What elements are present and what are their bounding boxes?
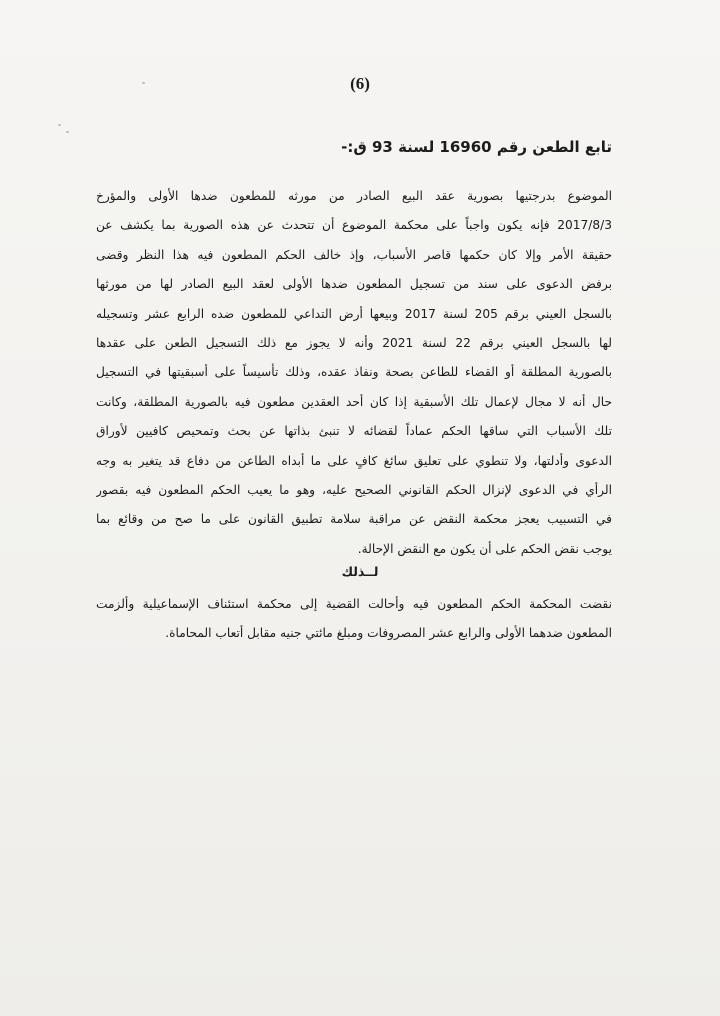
verdict-line: المطعون ضدهما الأولى والرابع عشر المصروفات ومبلغ مائتي جنيه مقابل أتعاب المحاماة. xyxy=(165,626,612,641)
text-line: بالسجل العيني برقم 205 لسنة 2017 وبيعها أرض التداعي للمطعون ضده الرابع عشر وتسجيله xyxy=(96,306,612,321)
text-line: حقيقة الأمر وإلا كان حكمها قاصر الأسباب، وإذ خالف الحكم المطعون فيه هذا النظر وقضى xyxy=(96,247,612,262)
text-line: الموضوع بدرجتيها بصورية عقد البيع الصادر من مورثه للمطعون ضدها الأولى والمؤرخ xyxy=(96,189,612,203)
text-line: بالصورية المطلقة أو القضاء للطاعن بصحة ونفاذ عقده، وذلك تأسيساً على أسبقيتها في التسجيل xyxy=(96,365,612,380)
scan-speck xyxy=(58,124,61,126)
text-line: لها بالسجل العيني برقم 22 لسنة 2021 وأنه لا يجوز مع ذلك التسجيل الطعن على عقدها xyxy=(96,335,612,350)
page-number: (6) xyxy=(350,74,370,93)
case-reference: تابع الطعن رقم 16960 لسنة 93 ق:- xyxy=(341,138,612,156)
text-line: تلك الأسباب التي ساقها الحكم عماداً لقضائه لا تنبئ بذاتها عن بحث وتمحيص كافيين لأوراق xyxy=(96,424,612,439)
text-line: الرأي في الدعوى لإنزال الحكم القانوني الصحيح عليه، وهو ما يعيب الحكم المطعون فيه بقصور xyxy=(96,482,612,497)
section-title: لــذلك xyxy=(341,564,379,579)
text-line: 2017/8/3 فإنه يكون واجباً على محكمة الموضوع أن تتحدث عن هذه الصورية بما يكشف عن xyxy=(96,218,612,233)
verdict-line: نقضت المحكمة الحكم المطعون فيه وأحالت القضية إلى محكمة استئناف الإسماعيلية وألزمت xyxy=(96,597,612,611)
text-line: برفض الدعوى على سند من تسجيل المطعون ضدها الأولى لعقد البيع الصادر لها من مورثها xyxy=(96,277,612,292)
text-line: في التسبيب يعجز محكمة النقض عن مراقبة سلامة تطبيق القانون على ما صح من وقائع بما xyxy=(96,512,612,527)
scan-speck xyxy=(66,131,69,133)
text-line: الدعوى وأدلتها، ولا تنطوي على تعليق سائغ كافٍ على ما أبداه الطاعن من دفاع قد يتغير به وجه xyxy=(96,453,612,468)
ruling-reasoning xyxy=(96,182,612,564)
text-line: حال أنه لا مجال لإعمال تلك الأسبقية إذا كان أحد العقدين مطعون فيه بالصورية المطلقة، وكانت xyxy=(96,394,612,409)
text-line: يوجب نقض الحكم على أن يكون مع النقض الإحالة. xyxy=(357,541,612,556)
verdict-text xyxy=(96,590,612,649)
